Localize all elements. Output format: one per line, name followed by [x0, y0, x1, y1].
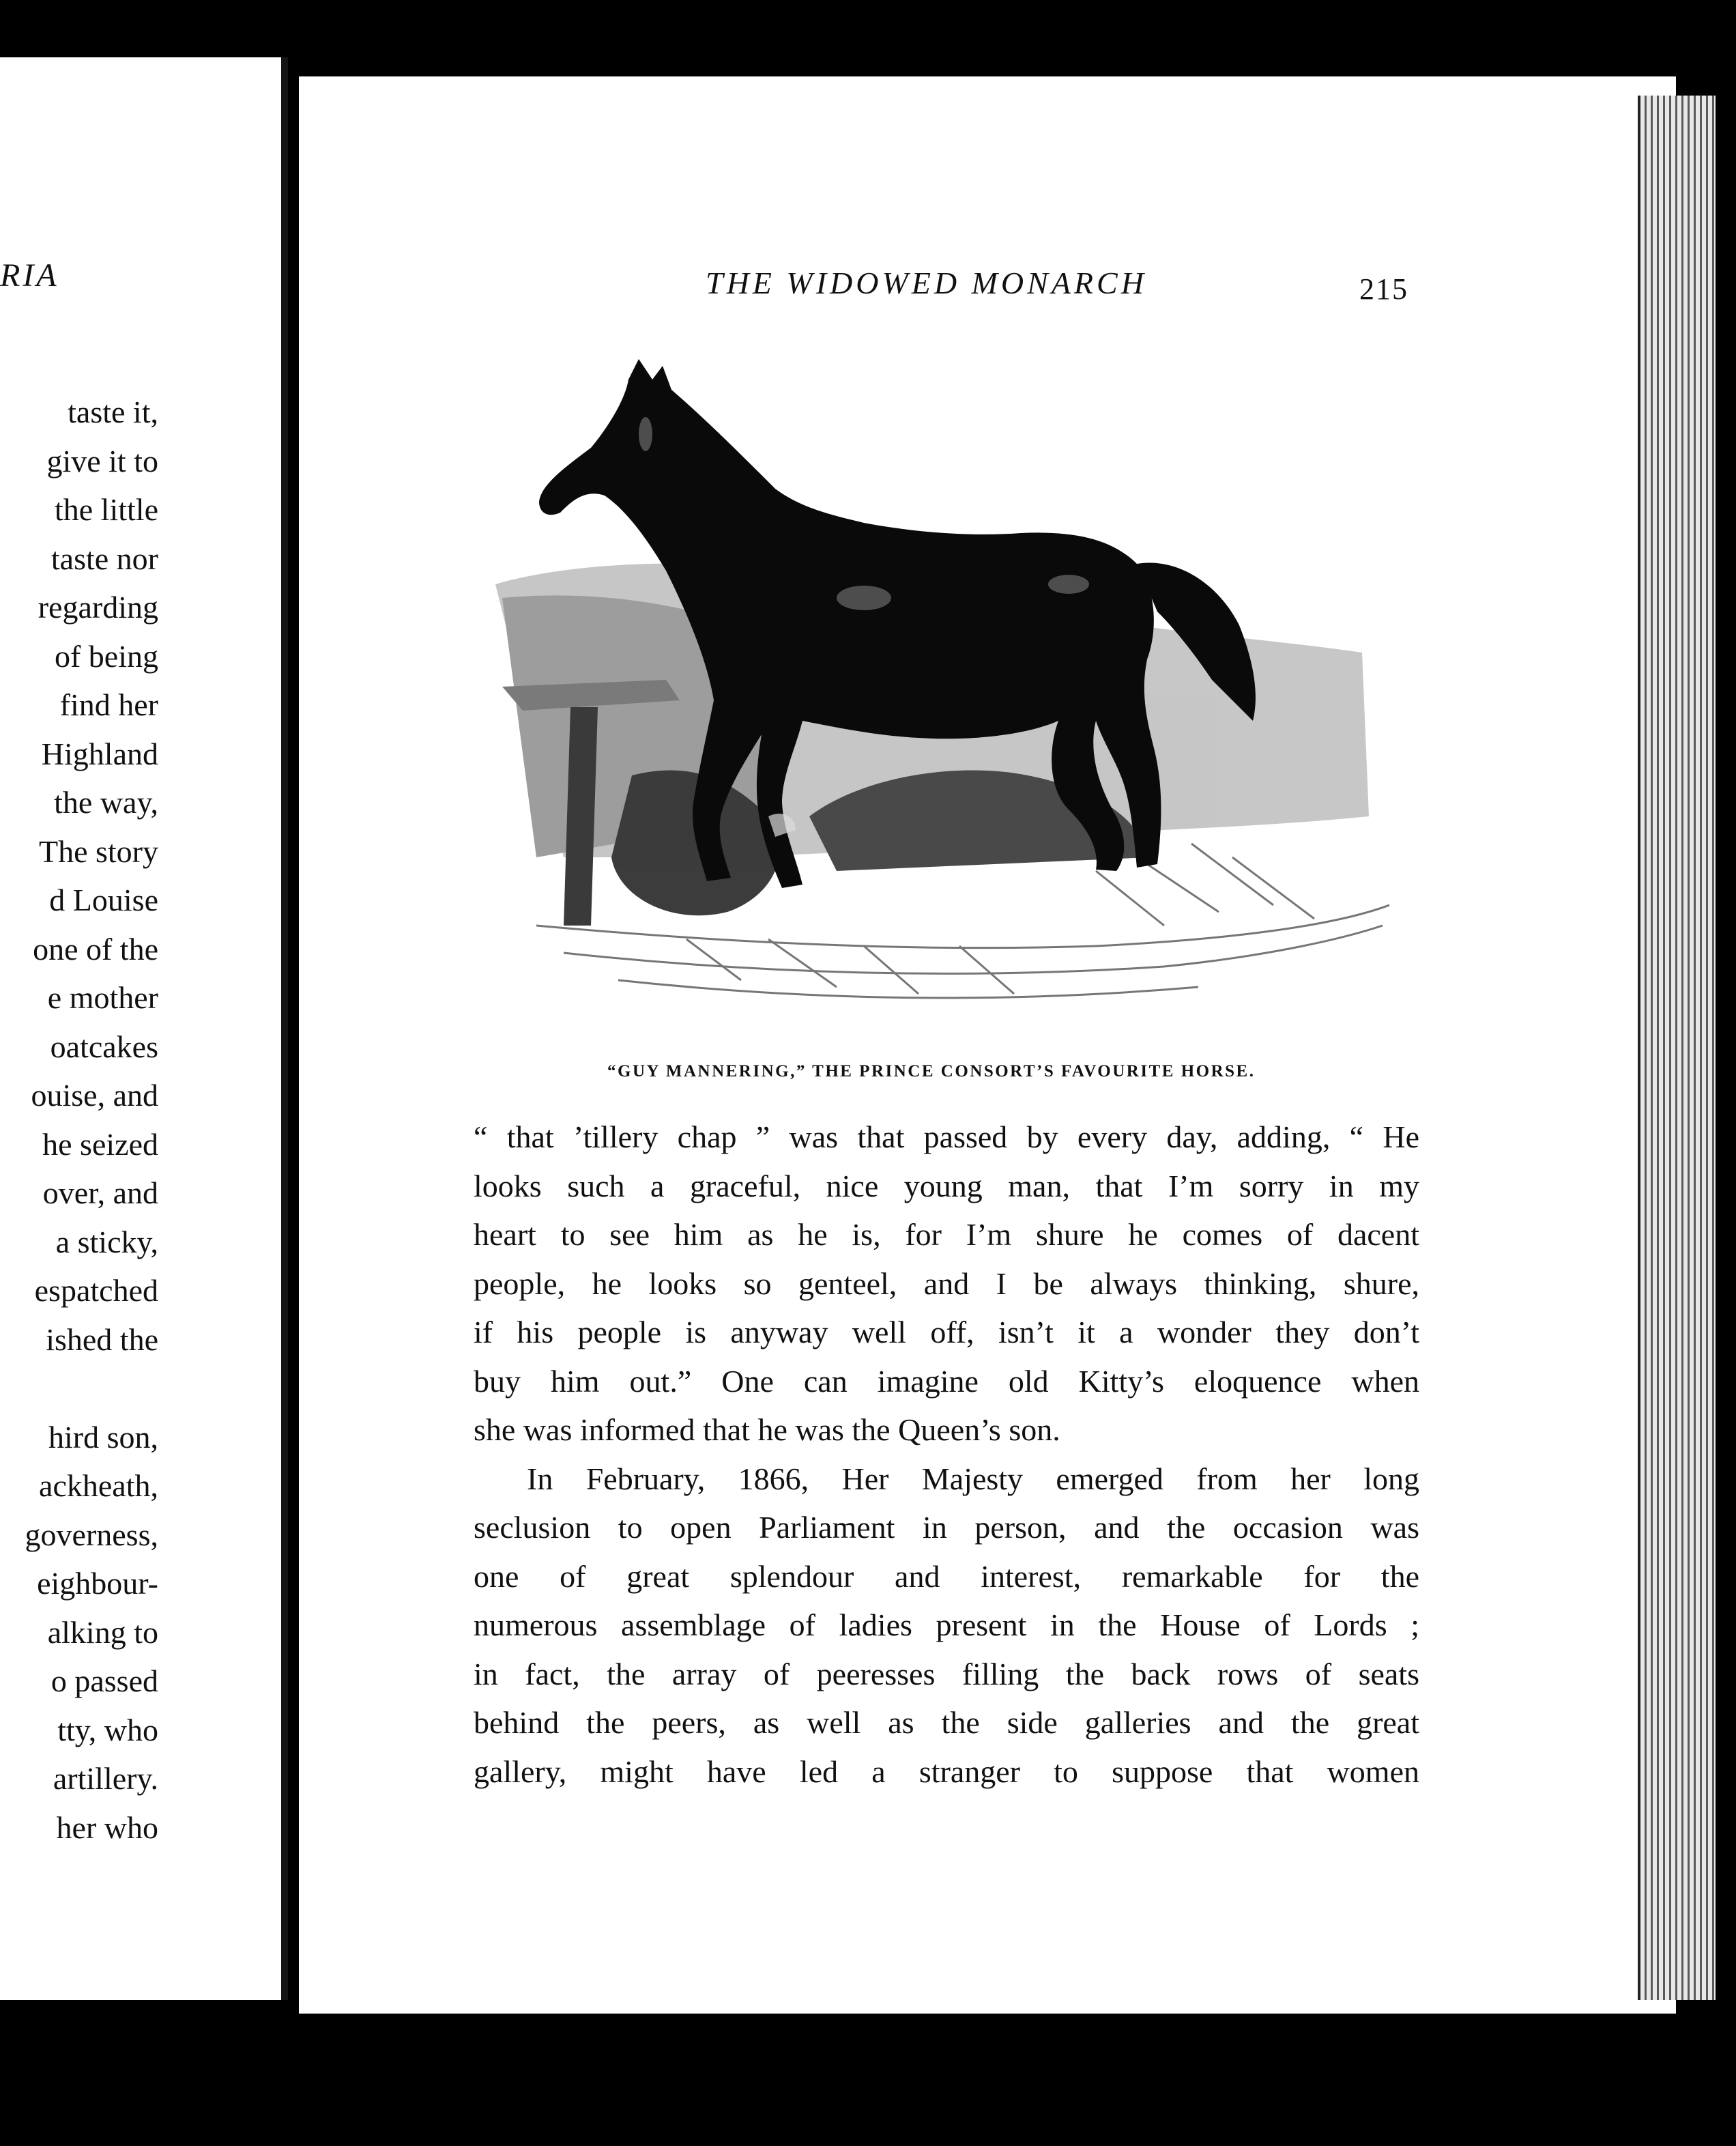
text-line: e mother [47, 980, 158, 1015]
text-line: In February, 1866, Her Majesty emerged from her long [527, 1461, 1419, 1496]
text-line: alking to [47, 1614, 158, 1650]
text-line: one of great splendour and interest, remarkable for the [474, 1558, 1419, 1594]
text-line: The story [38, 833, 158, 869]
text-line: ished the [46, 1321, 158, 1357]
left-page-text [25, 388, 158, 1852]
text-line: looks such a graceful, nice young man, that I’m sorry in my [474, 1168, 1419, 1203]
text-line: of being [54, 638, 158, 674]
text-line: numerous assemblage of ladies present in the House of Lords ; [474, 1607, 1419, 1642]
text-line: if his people is anyway well off, isn’t it a wonder they don’t [474, 1315, 1419, 1349]
text-line: tty, who [57, 1712, 158, 1747]
text-line: “ that ’tillery chap ” was that passed by every day, adding, “ He [474, 1119, 1419, 1154]
text-line: over, and [42, 1175, 158, 1210]
text-line: ackheath, [39, 1468, 158, 1503]
page-number: 215 [1359, 272, 1408, 306]
text-line: Highland [41, 736, 158, 771]
body-text [474, 1113, 1419, 1796]
text-line: eighbour- [37, 1566, 158, 1601]
text-line: find her [59, 687, 158, 722]
text-line: gallery, might have led a stranger to suppose that women [474, 1754, 1419, 1789]
text-line: taste nor [50, 541, 158, 576]
text-line: oatcakes [50, 1029, 158, 1064]
text-line: one of the [33, 931, 158, 967]
text-line: artillery. [53, 1761, 158, 1796]
text-line [25, 1364, 158, 1413]
text-line: governess, [25, 1517, 158, 1552]
text-line: people, he looks so genteel, and I be always thinking, shure, [474, 1265, 1419, 1301]
text-line: the little [54, 492, 158, 527]
text-line: d Louise [49, 883, 158, 917]
text-line: a sticky, [55, 1224, 158, 1259]
text-line: taste it, [68, 395, 158, 429]
text-line: regarding [38, 590, 158, 625]
text-line: seclusion to open Parliament in person, and the occasion was [474, 1510, 1419, 1545]
horse-icon [482, 339, 1421, 1035]
text-line: she was informed that he was the Queen’s son. [474, 1412, 1060, 1447]
text-line: the way, [54, 785, 158, 820]
page-edges [1638, 96, 1716, 2000]
text-line: buy him out.” One can imagine old Kitty’s eloquence when [474, 1363, 1419, 1399]
illustration-caption: “GUY MANNERING,” THE PRINCE CONSORT’S FAVOURITE HORSE. [607, 1062, 1256, 1081]
text-line: ouise, and [31, 1078, 158, 1113]
text-line: o passed [50, 1663, 158, 1698]
text-line: her who [56, 1809, 158, 1845]
text-line: heart to see him as he is, for I’m shure he comes of dacent [474, 1217, 1419, 1252]
text-line: give it to [46, 443, 158, 478]
left-page [0, 57, 288, 2000]
text-line: espatched [34, 1273, 158, 1308]
running-head: THE WIDOWED MONARCH [706, 266, 1147, 300]
left-running-head: RIA [0, 257, 59, 294]
text-line: behind the peers, as well as the side galleries and the great [474, 1705, 1419, 1740]
text-line: hird son, [48, 1419, 158, 1455]
text-line: he seized [42, 1126, 158, 1162]
text-line: in fact, the array of peeresses filling the back rows of seats [474, 1656, 1419, 1691]
